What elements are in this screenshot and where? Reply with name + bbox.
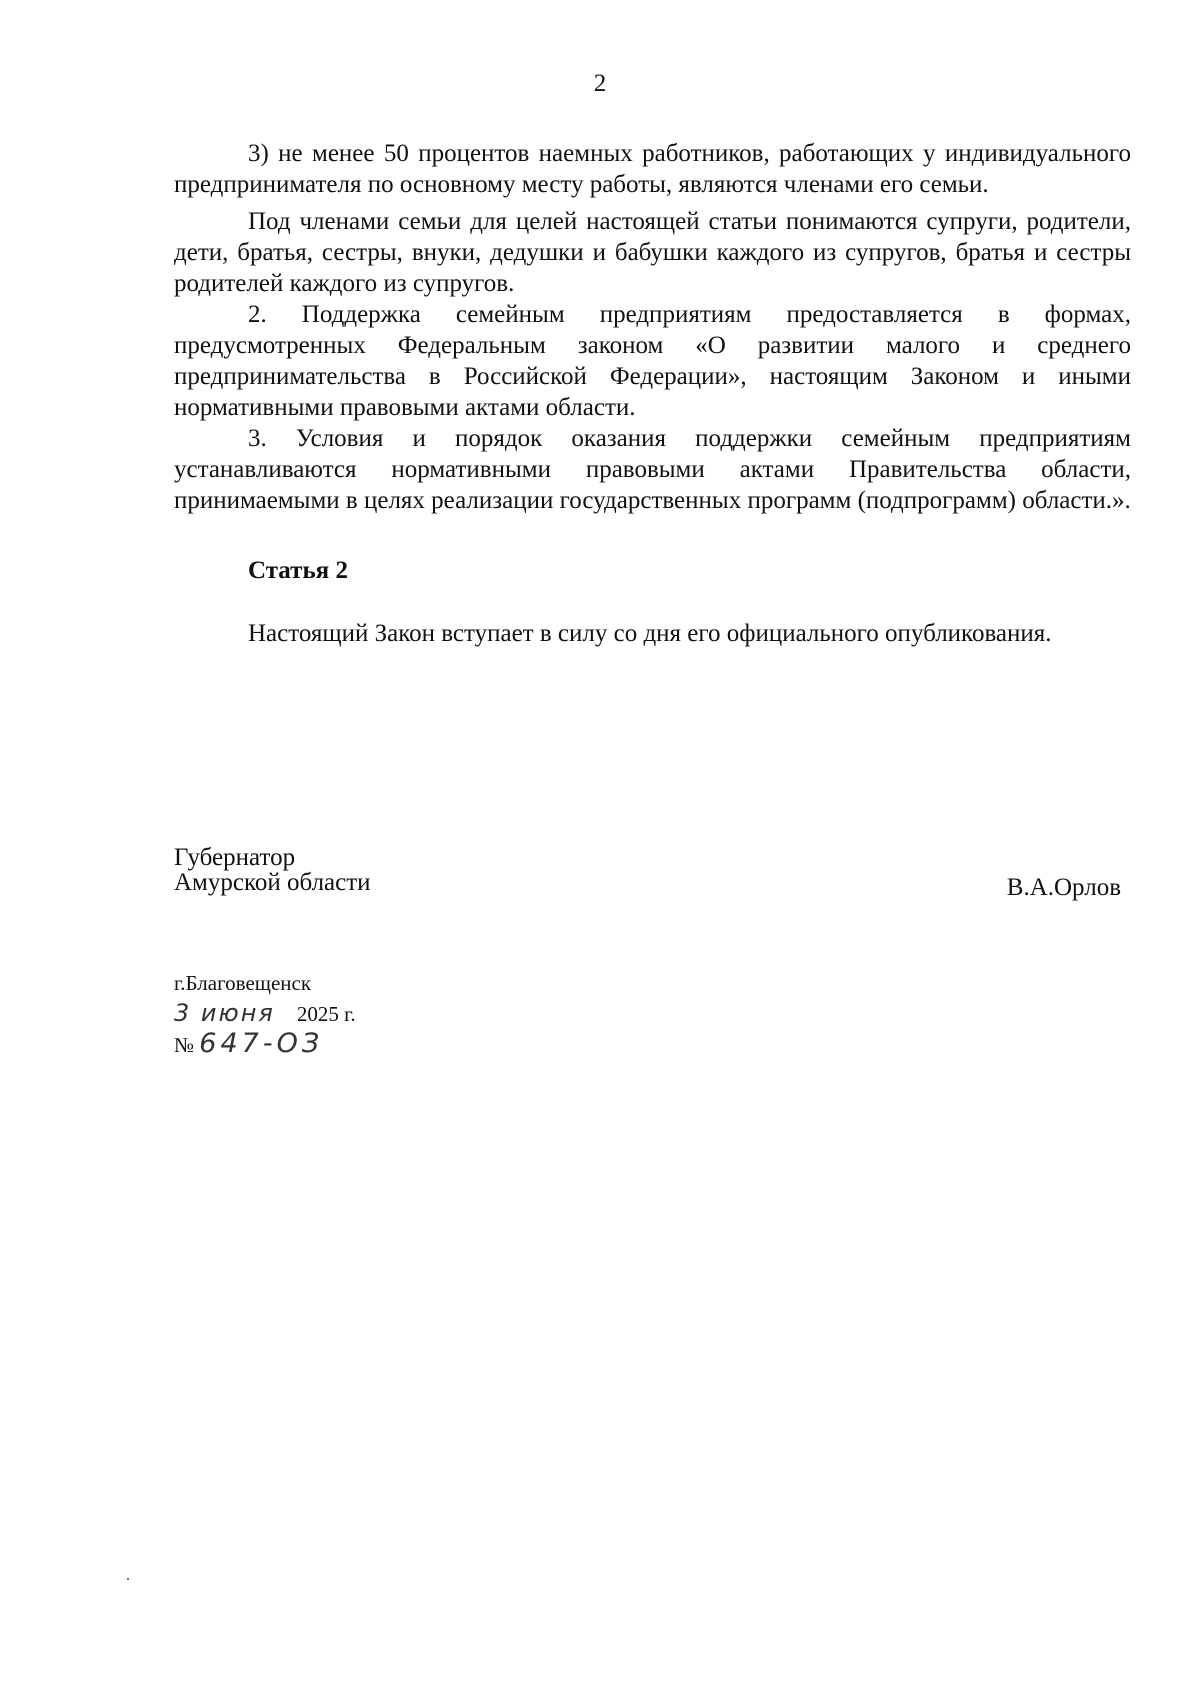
number-sign: №: [174, 1033, 195, 1057]
handwritten-law-number: 647-ОЗ: [199, 1028, 324, 1059]
signature-block: [174, 844, 1131, 901]
paragraph-point-2: 2. Поддержка семейным предприятиям предоставляется в формах, предусмотренных Федеральным законом «О развитии малого и среднего предпринимательства в Российской Федерации», настоящим Законом и иными нормативными правовыми актами области.: [174, 301, 1131, 421]
page-number: 2: [593, 70, 607, 97]
scan-artifact: [127, 1578, 129, 1580]
city: г.Благовещенск: [174, 971, 312, 995]
signatory-title-line2: Амурской области: [174, 869, 371, 896]
law-number-line: [174, 1029, 356, 1060]
paragraph-family-members-definition: Под членами семьи для целей настоящей статьи понимаются супруги, родители, дети, братья, сестры, внуки, дедушки и бабушки каждого из супругов, братья и сестры родителей каждого из супругов.: [174, 208, 1131, 297]
place-date-number-block: [174, 968, 356, 1060]
paragraph-point-3: 3. Условия и порядок оказания поддержки семейным предприятиям устанавливаются нормативными правовыми актами Правительства области, принимаемыми в целях реализации государственных программ (подпрограмм) области.».: [174, 425, 1131, 514]
document-body: [174, 138, 1131, 649]
handwritten-date: 3 июня: [174, 999, 275, 1027]
article-2-text: Настоящий Закон вступает в силу со дня его официального опубликования.: [248, 620, 1052, 647]
date-line: [174, 998, 356, 1029]
paragraph-item-3: 3) не менее 50 процентов наемных работников, работающих у индивидуального предпринимателя по основному месту работы, являются членами его семьи.: [174, 140, 1131, 198]
year: 2025 г.: [296, 1002, 356, 1026]
article-2-heading: Статья 2: [248, 557, 348, 584]
signatory-title-line1: Губернатор: [174, 844, 296, 871]
signatory-name: В.А.Орлов: [1006, 874, 1121, 901]
